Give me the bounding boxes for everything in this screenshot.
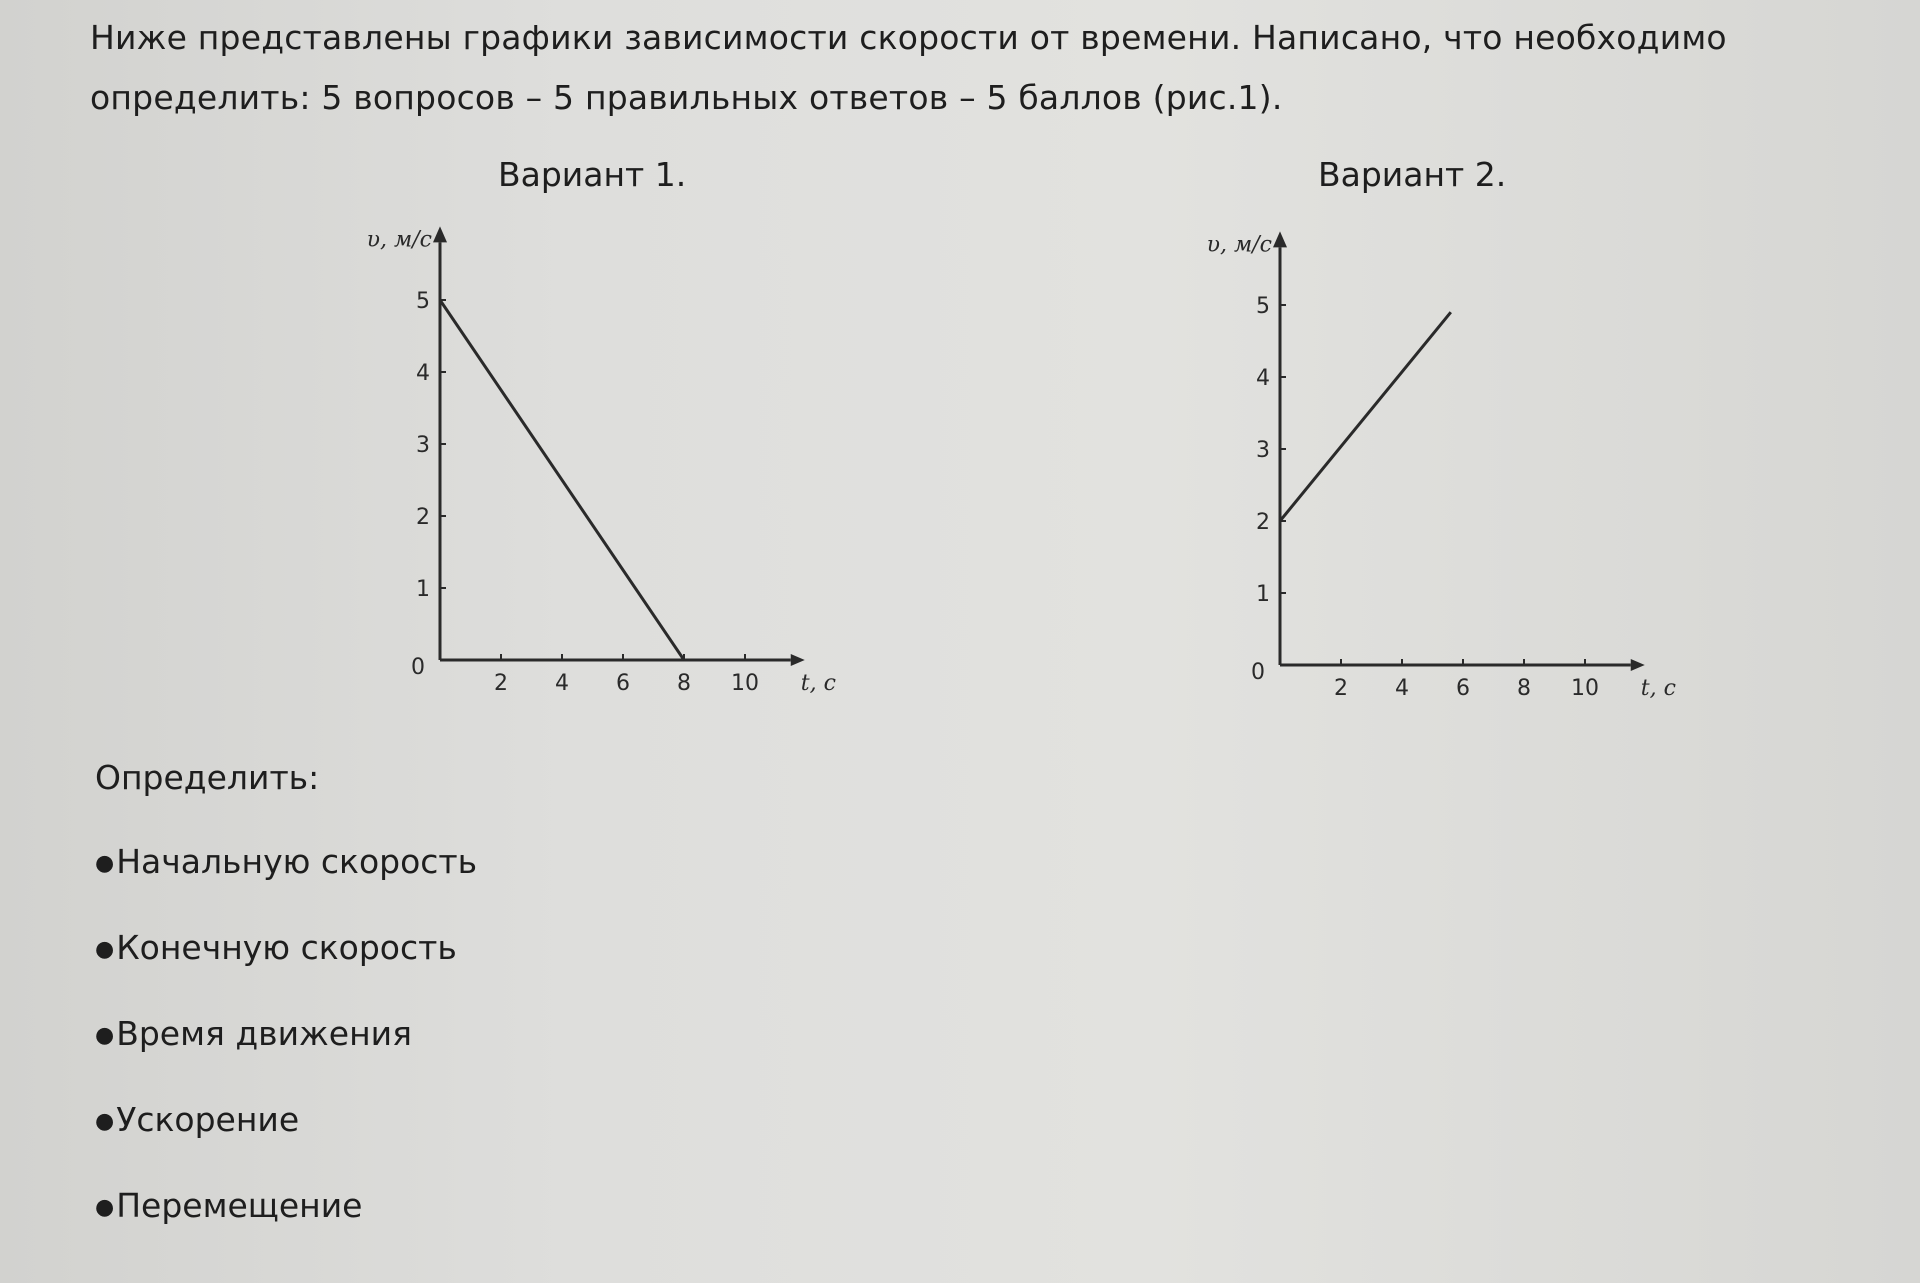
velocity-line-1 — [440, 300, 684, 660]
bullet-icon: ● — [95, 936, 115, 962]
y-tick-label: 5 — [1256, 294, 1270, 319]
y-tick-label: 4 — [1256, 366, 1270, 391]
tasks-list — [95, 832, 477, 1262]
y-axis-label: υ, м/с — [366, 227, 432, 253]
x-axis-label: t, c — [800, 671, 836, 696]
y-tick-label: 3 — [1256, 438, 1270, 463]
x-tick-label: 4 — [555, 671, 569, 696]
y-tick-label: 3 — [416, 433, 430, 458]
list-item — [95, 918, 477, 1004]
x-tick-label: 2 — [1334, 676, 1348, 701]
task-acceleration: Ускорение — [116, 1100, 300, 1139]
list-item — [95, 1090, 477, 1176]
x-tick-label: 2 — [494, 671, 508, 696]
y-tick-label: 1 — [1256, 582, 1270, 607]
x-axis-arrow-icon — [791, 654, 805, 666]
x-tick-label: 8 — [1517, 676, 1531, 701]
bullet-icon: ● — [95, 1022, 115, 1048]
x-axis-label: t, c — [1640, 676, 1676, 701]
variant-1-title: Вариант 1. — [498, 155, 687, 194]
x-axis-arrow-icon — [1631, 659, 1645, 671]
x-tick-label: 10 — [731, 671, 759, 696]
list-item — [95, 1176, 477, 1262]
y-axis-arrow-icon — [1273, 231, 1287, 247]
list-item — [95, 1004, 477, 1090]
x-tick-label: 4 — [1395, 676, 1409, 701]
y-tick-label: 1 — [416, 577, 430, 602]
bullet-icon: ● — [95, 850, 115, 876]
variant-2-title: Вариант 2. — [1318, 155, 1507, 194]
y-tick-label: 2 — [1256, 510, 1270, 535]
y-tick-label: 2 — [416, 505, 430, 530]
x-tick-label: 6 — [616, 671, 630, 696]
tasks-heading: Определить: — [95, 758, 320, 797]
velocity-chart-variant-2 — [1180, 232, 1700, 715]
task-final-velocity: Конечную скорость — [116, 928, 457, 967]
velocity-line-2 — [1280, 312, 1451, 521]
origin-label: 0 — [411, 655, 425, 680]
origin-label: 0 — [1251, 660, 1265, 685]
bullet-icon: ● — [95, 1108, 115, 1134]
x-tick-label: 6 — [1456, 676, 1470, 701]
list-item — [95, 832, 477, 918]
x-tick-label: 10 — [1571, 676, 1599, 701]
bullet-icon: ● — [95, 1194, 115, 1220]
intro-paragraph: Ниже представлены графики зависимости скорости от времени. Написано, что необходимо определить: 5 вопросов – 5 правильных ответов – 5 баллов (рис.1). — [90, 18, 1727, 117]
y-axis-arrow-icon — [433, 226, 447, 242]
velocity-chart-variant-1 — [340, 227, 860, 710]
task-displacement: Перемещение — [116, 1186, 363, 1225]
y-tick-label: 4 — [416, 361, 430, 386]
x-tick-label: 8 — [677, 671, 691, 696]
task-motion-time: Время движения — [116, 1014, 412, 1053]
y-tick-label: 5 — [416, 289, 430, 314]
task-initial-velocity: Начальную скорость — [116, 842, 478, 881]
y-axis-label: υ, м/с — [1206, 232, 1272, 258]
